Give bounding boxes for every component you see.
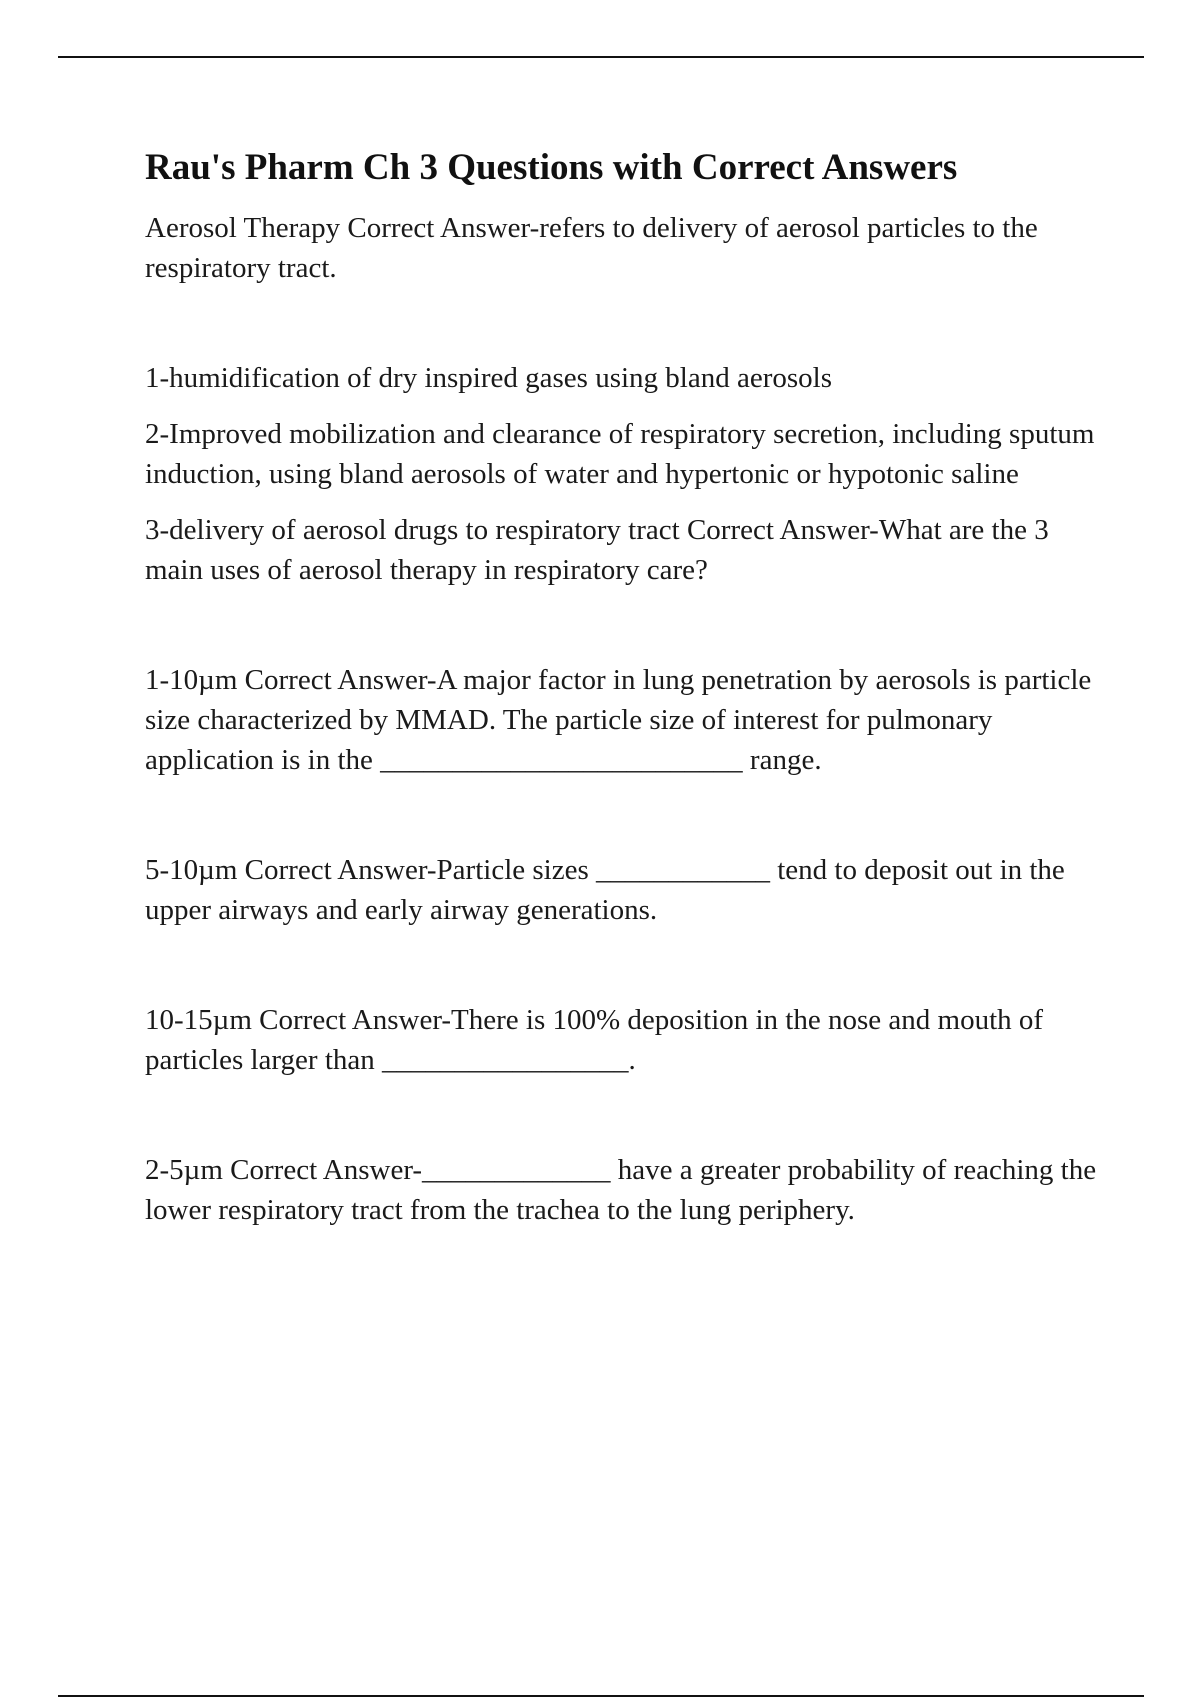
list-item: 3-delivery of aerosol drugs to respiratory tract Correct Answer-What are the 3 main uses of aerosol therapy in respiratory care? [145,514,1049,586]
answer-paragraph: 10-15µm Correct Answer-There is 100% deposition in the nose and mouth of particles larger than _________________. [145,1004,1044,1076]
answer-paragraph: 5-10µm Correct Answer-Particle sizes ____________ tend to deposit out in the upper airways and early airway generations. [145,854,1065,926]
answer-paragraph: Aerosol Therapy Correct Answer-refers to delivery of aerosol particles to the respiratory tract. [145,212,1038,284]
document-body [145,144,1105,1230]
document-title: Rau's Pharm Ch 3 Questions with Correct Answers [145,147,958,188]
list-item: 2-Improved mobilization and clearance of respiratory secretion, including sputum induction, using bland aerosols of water and hypertonic or hypotonic saline [145,418,1095,490]
top-divider [58,56,1144,58]
answer-paragraph: 2-5µm Correct Answer-_____________ have a greater probability of reaching the lower respiratory tract from the trachea to the lung periphery. [145,1154,1097,1226]
bottom-divider [58,1695,1144,1697]
list-item: 1-humidification of dry inspired gases using bland aerosols [145,362,833,394]
answer-paragraph: 1-10µm Correct Answer-A major factor in lung penetration by aerosols is particle size characterized by MMAD. The particle size of interest for pulmonary application is in the _________________________ range. [145,664,1092,776]
